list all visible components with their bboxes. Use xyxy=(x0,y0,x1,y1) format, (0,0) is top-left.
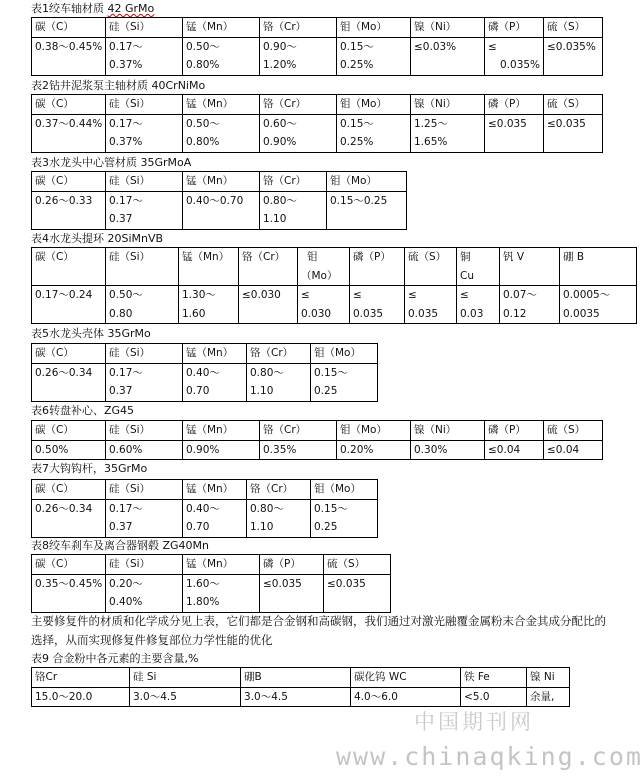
watermark-cn: 中国期刊网 xyxy=(414,710,534,734)
table-cell: 磷（P） xyxy=(485,18,544,38)
table-cell: 铬（Cr） xyxy=(247,480,311,500)
table-row xyxy=(32,191,407,229)
table2-caption: 表2钻井泥浆泵主轴材质 40CrNiMo xyxy=(31,79,206,92)
table6 xyxy=(31,420,603,460)
table7 xyxy=(31,479,378,538)
table-cell: ≤0.035% xyxy=(544,37,603,75)
table-cell: 0.38～0.45% xyxy=(32,37,106,75)
table-cell: 锰（Mn） xyxy=(183,18,260,38)
table-header-row xyxy=(32,555,391,575)
table8-caption: 表8绞车刹车及离合器钢毂 ZG40Mn xyxy=(31,539,210,552)
table-cell: ≤0.035 xyxy=(324,574,391,612)
table-cell: 镍 Ni xyxy=(527,668,570,688)
table-cell: 磷（P） xyxy=(350,248,405,286)
table-cell: 0.26～0.34 xyxy=(32,499,106,537)
table-row xyxy=(32,286,637,324)
table-header-row xyxy=(32,248,637,286)
table-cell: 0.17～ 0.37% xyxy=(106,37,183,75)
table-cell: 0.50～ 0.80 xyxy=(106,286,179,324)
table-cell: 钼（Mo） xyxy=(337,18,411,38)
table-cell: ≤ 0.035 xyxy=(350,286,405,324)
table-cell: ≤0.030 xyxy=(239,286,298,324)
table7-caption: 表7大钩钩杆，35GrMo xyxy=(31,462,148,475)
table-cell: 磷（P） xyxy=(485,421,544,441)
table-cell: 3.0～4.5 xyxy=(130,687,241,707)
table-row xyxy=(32,114,603,152)
table-cell: 锰（Mn） xyxy=(183,421,260,441)
table-cell: 0.37～0.44% xyxy=(32,114,106,152)
table-cell: 锰（Mn） xyxy=(183,344,247,364)
table-cell: 硅（Si） xyxy=(106,248,179,286)
table-cell: 0.60～ 0.90% xyxy=(260,114,337,152)
table-cell: ≤0.03% xyxy=(411,37,485,75)
table-cell: 0.80～ 1.10 xyxy=(247,499,311,537)
table-cell: 钼（Mo） xyxy=(311,344,378,364)
table-header-row xyxy=(32,18,603,38)
table-cell: 硫（S） xyxy=(324,555,391,575)
table-cell: 碳（C） xyxy=(32,480,106,500)
table-row xyxy=(32,574,391,612)
table-cell: 0.80～ 1.10 xyxy=(260,191,327,229)
table-cell: 碳（C） xyxy=(32,95,106,115)
table-cell: 钼（Mo） xyxy=(311,480,378,500)
table-cell: 0.15～ 0.25% xyxy=(337,37,411,75)
table-cell: ≤0.04 xyxy=(544,440,603,460)
table-cell: 硅（Si） xyxy=(106,18,183,38)
table-cell: 磷（P） xyxy=(485,95,544,115)
table-cell: 铬（Cr） xyxy=(260,95,337,115)
table-cell: 硫（S） xyxy=(544,18,603,38)
table-cell: 0.26～0.34 xyxy=(32,363,106,401)
table-cell: 碳化钨 WC xyxy=(351,668,461,688)
table8 xyxy=(31,554,391,613)
table-cell: 碳（C） xyxy=(32,172,106,192)
body-paragraph: 主要修复件的材质和化学成分见上表，它们都是合金钢和高碳钢，我们通过对激光融覆金属粉末合金其成分配比的选择，从而实现修复件修复部位力学性能的优化 xyxy=(31,614,606,647)
table-cell: 0.50～ 0.80% xyxy=(183,37,260,75)
table9-caption: 表9 合金粉中各元素的主要含量,% xyxy=(31,652,199,665)
table6-caption: 表6转盘补心、ZG45 xyxy=(31,404,135,417)
table-cell: 硫（S） xyxy=(405,248,457,286)
table-header-row xyxy=(32,480,378,500)
table-cell: 0.17～ 0.37 xyxy=(106,191,183,229)
table-row xyxy=(32,440,603,460)
table-cell: 锰（Mn） xyxy=(183,555,260,575)
table-cell: 1.60～ 1.80% xyxy=(183,574,260,612)
table-cell: 硼 B xyxy=(560,248,637,286)
table-cell: 锰（Mn） xyxy=(183,95,260,115)
table-cell: 锰（Mn） xyxy=(183,480,247,500)
table-cell: 镍（Ni） xyxy=(411,421,485,441)
table-cell: 磷（P） xyxy=(260,555,324,575)
table-header-row xyxy=(32,95,603,115)
table-cell: ≤0.04 xyxy=(485,440,544,460)
table-cell: 0.35% xyxy=(260,440,337,460)
table-cell: 0.90～ 1.20% xyxy=(260,37,337,75)
table-row xyxy=(32,37,603,75)
table-cell: 硅（Si） xyxy=(106,172,183,192)
table-cell: 硼B xyxy=(241,668,351,688)
table-cell: 0.07～ 0.12 xyxy=(500,286,560,324)
table-row xyxy=(32,687,570,707)
table-cell: 铬（Cr） xyxy=(247,344,311,364)
table-cell: 锰（Mn） xyxy=(183,172,260,192)
table-cell: ≤ 0.035 xyxy=(405,286,457,324)
table4 xyxy=(31,247,637,324)
table-cell: 1.30～ 1.60 xyxy=(179,286,239,324)
table-cell: 0.0005～ 0.0035 xyxy=(560,286,637,324)
table-cell: ≤0.035 xyxy=(260,574,324,612)
table-cell: 0.40～0.70 xyxy=(183,191,260,229)
table-cell: 铬（Cr） xyxy=(260,18,337,38)
table-cell: 0.20% xyxy=(337,440,411,460)
table2 xyxy=(31,94,603,153)
table-cell: 硅（Si） xyxy=(106,344,183,364)
table-cell: 钼（Mo） xyxy=(337,421,411,441)
table-cell: 15.0～20.0 xyxy=(32,687,130,707)
table9 xyxy=(31,667,570,707)
table-cell: 余量, xyxy=(527,687,570,707)
table-cell: 0.30% xyxy=(411,440,485,460)
table-cell: 铬Cr xyxy=(32,668,130,688)
table-cell: 0.17～0.24 xyxy=(32,286,106,324)
table-row xyxy=(32,363,378,401)
table-cell: 碳（C） xyxy=(32,421,106,441)
table5 xyxy=(31,343,378,402)
table-cell: 铬（Cr） xyxy=(260,421,337,441)
table-cell: 0.26～0.33 xyxy=(32,191,106,229)
table-cell: 硫（S） xyxy=(544,95,603,115)
table-cell: 铁 Fe xyxy=(461,668,527,688)
table-cell: 镍（Ni） xyxy=(411,95,485,115)
table-cell: ≤ 0.030 xyxy=(298,286,350,324)
table-cell: ≤0.035 xyxy=(544,114,603,152)
table-cell: 0.20～ 0.40% xyxy=(106,574,183,612)
table-cell: 锰（Mn） xyxy=(179,248,239,286)
table-cell: ≤ 0.03 xyxy=(457,286,500,324)
table-cell: 3.0～4.5 xyxy=(241,687,351,707)
table-cell: 硅（Si） xyxy=(106,555,183,575)
table-cell: 钒 V xyxy=(500,248,560,286)
table-cell: 碳（C） xyxy=(32,248,106,286)
table-cell: 碳（C） xyxy=(32,18,106,38)
table-cell: 0.15～ 0.25 xyxy=(311,499,378,537)
table-cell: 0.90% xyxy=(183,440,260,460)
table-row xyxy=(32,499,378,537)
table-cell: 硅（Si） xyxy=(106,421,183,441)
table-cell: 铜 Cu xyxy=(457,248,500,286)
table-cell: 碳（C） xyxy=(32,555,106,575)
table-cell: 铬（Cr） xyxy=(260,172,327,192)
table-cell: 0.17～ 0.37 xyxy=(106,499,183,537)
table-cell: 硅（Si） xyxy=(106,480,183,500)
table-cell: 0.60% xyxy=(106,440,183,460)
table-cell: <5.0 xyxy=(461,687,527,707)
table-cell: 0.15～0.25 xyxy=(327,191,407,229)
table-cell: 4.0～6.0 xyxy=(351,687,461,707)
table-header-row xyxy=(32,172,407,192)
table4-caption: 表4水龙头提环 20SiMnVB xyxy=(31,232,164,245)
table-cell: 0.50～ 0.80% xyxy=(183,114,260,152)
table-header-row xyxy=(32,668,570,688)
table5-caption: 表5水龙头壳体 35GrMo xyxy=(31,327,151,340)
table1-caption: 表1绞车轴材质 42 GrMo xyxy=(31,2,155,15)
table-cell: 0.80～ 1.10 xyxy=(247,363,311,401)
table-cell: 铬（Cr） xyxy=(239,248,298,286)
table-cell: ≤0.035 xyxy=(485,114,544,152)
table1 xyxy=(31,17,603,76)
table-cell: 0.17～ 0.37 xyxy=(106,363,183,401)
table-cell: 0.15～ 0.25 xyxy=(311,363,378,401)
table-cell: 碳（C） xyxy=(32,344,106,364)
table3-caption: 表3水龙头中心管材质 35GrMoA xyxy=(31,156,192,169)
table-cell: 硅（Si） xyxy=(106,95,183,115)
table-cell: ≤ 0.035% xyxy=(485,37,544,75)
table-cell: 0.17～ 0.37% xyxy=(106,114,183,152)
watermark-url: www.chinaqking.com xyxy=(336,742,643,771)
table-cell: 0.40～ 0.70 xyxy=(183,363,247,401)
table-cell: 0.15～ 0.25% xyxy=(337,114,411,152)
table-cell: 0.40～ 0.70 xyxy=(183,499,247,537)
table3 xyxy=(31,171,407,230)
table-cell: 硅 Si xyxy=(130,668,241,688)
table-cell: 钼 （Mo） xyxy=(298,248,350,286)
table-cell: 1.25～ 1.65% xyxy=(411,114,485,152)
table-cell: 镍（Ni） xyxy=(411,18,485,38)
table-cell: 钼（Mo） xyxy=(337,95,411,115)
table-cell: 0.50% xyxy=(32,440,106,460)
table-header-row xyxy=(32,421,603,441)
table-header-row xyxy=(32,344,378,364)
table-cell: 钼（Mo） xyxy=(327,172,407,192)
table-cell: 硫（S） xyxy=(544,421,603,441)
table-cell: 0.35～0.45% xyxy=(32,574,106,612)
